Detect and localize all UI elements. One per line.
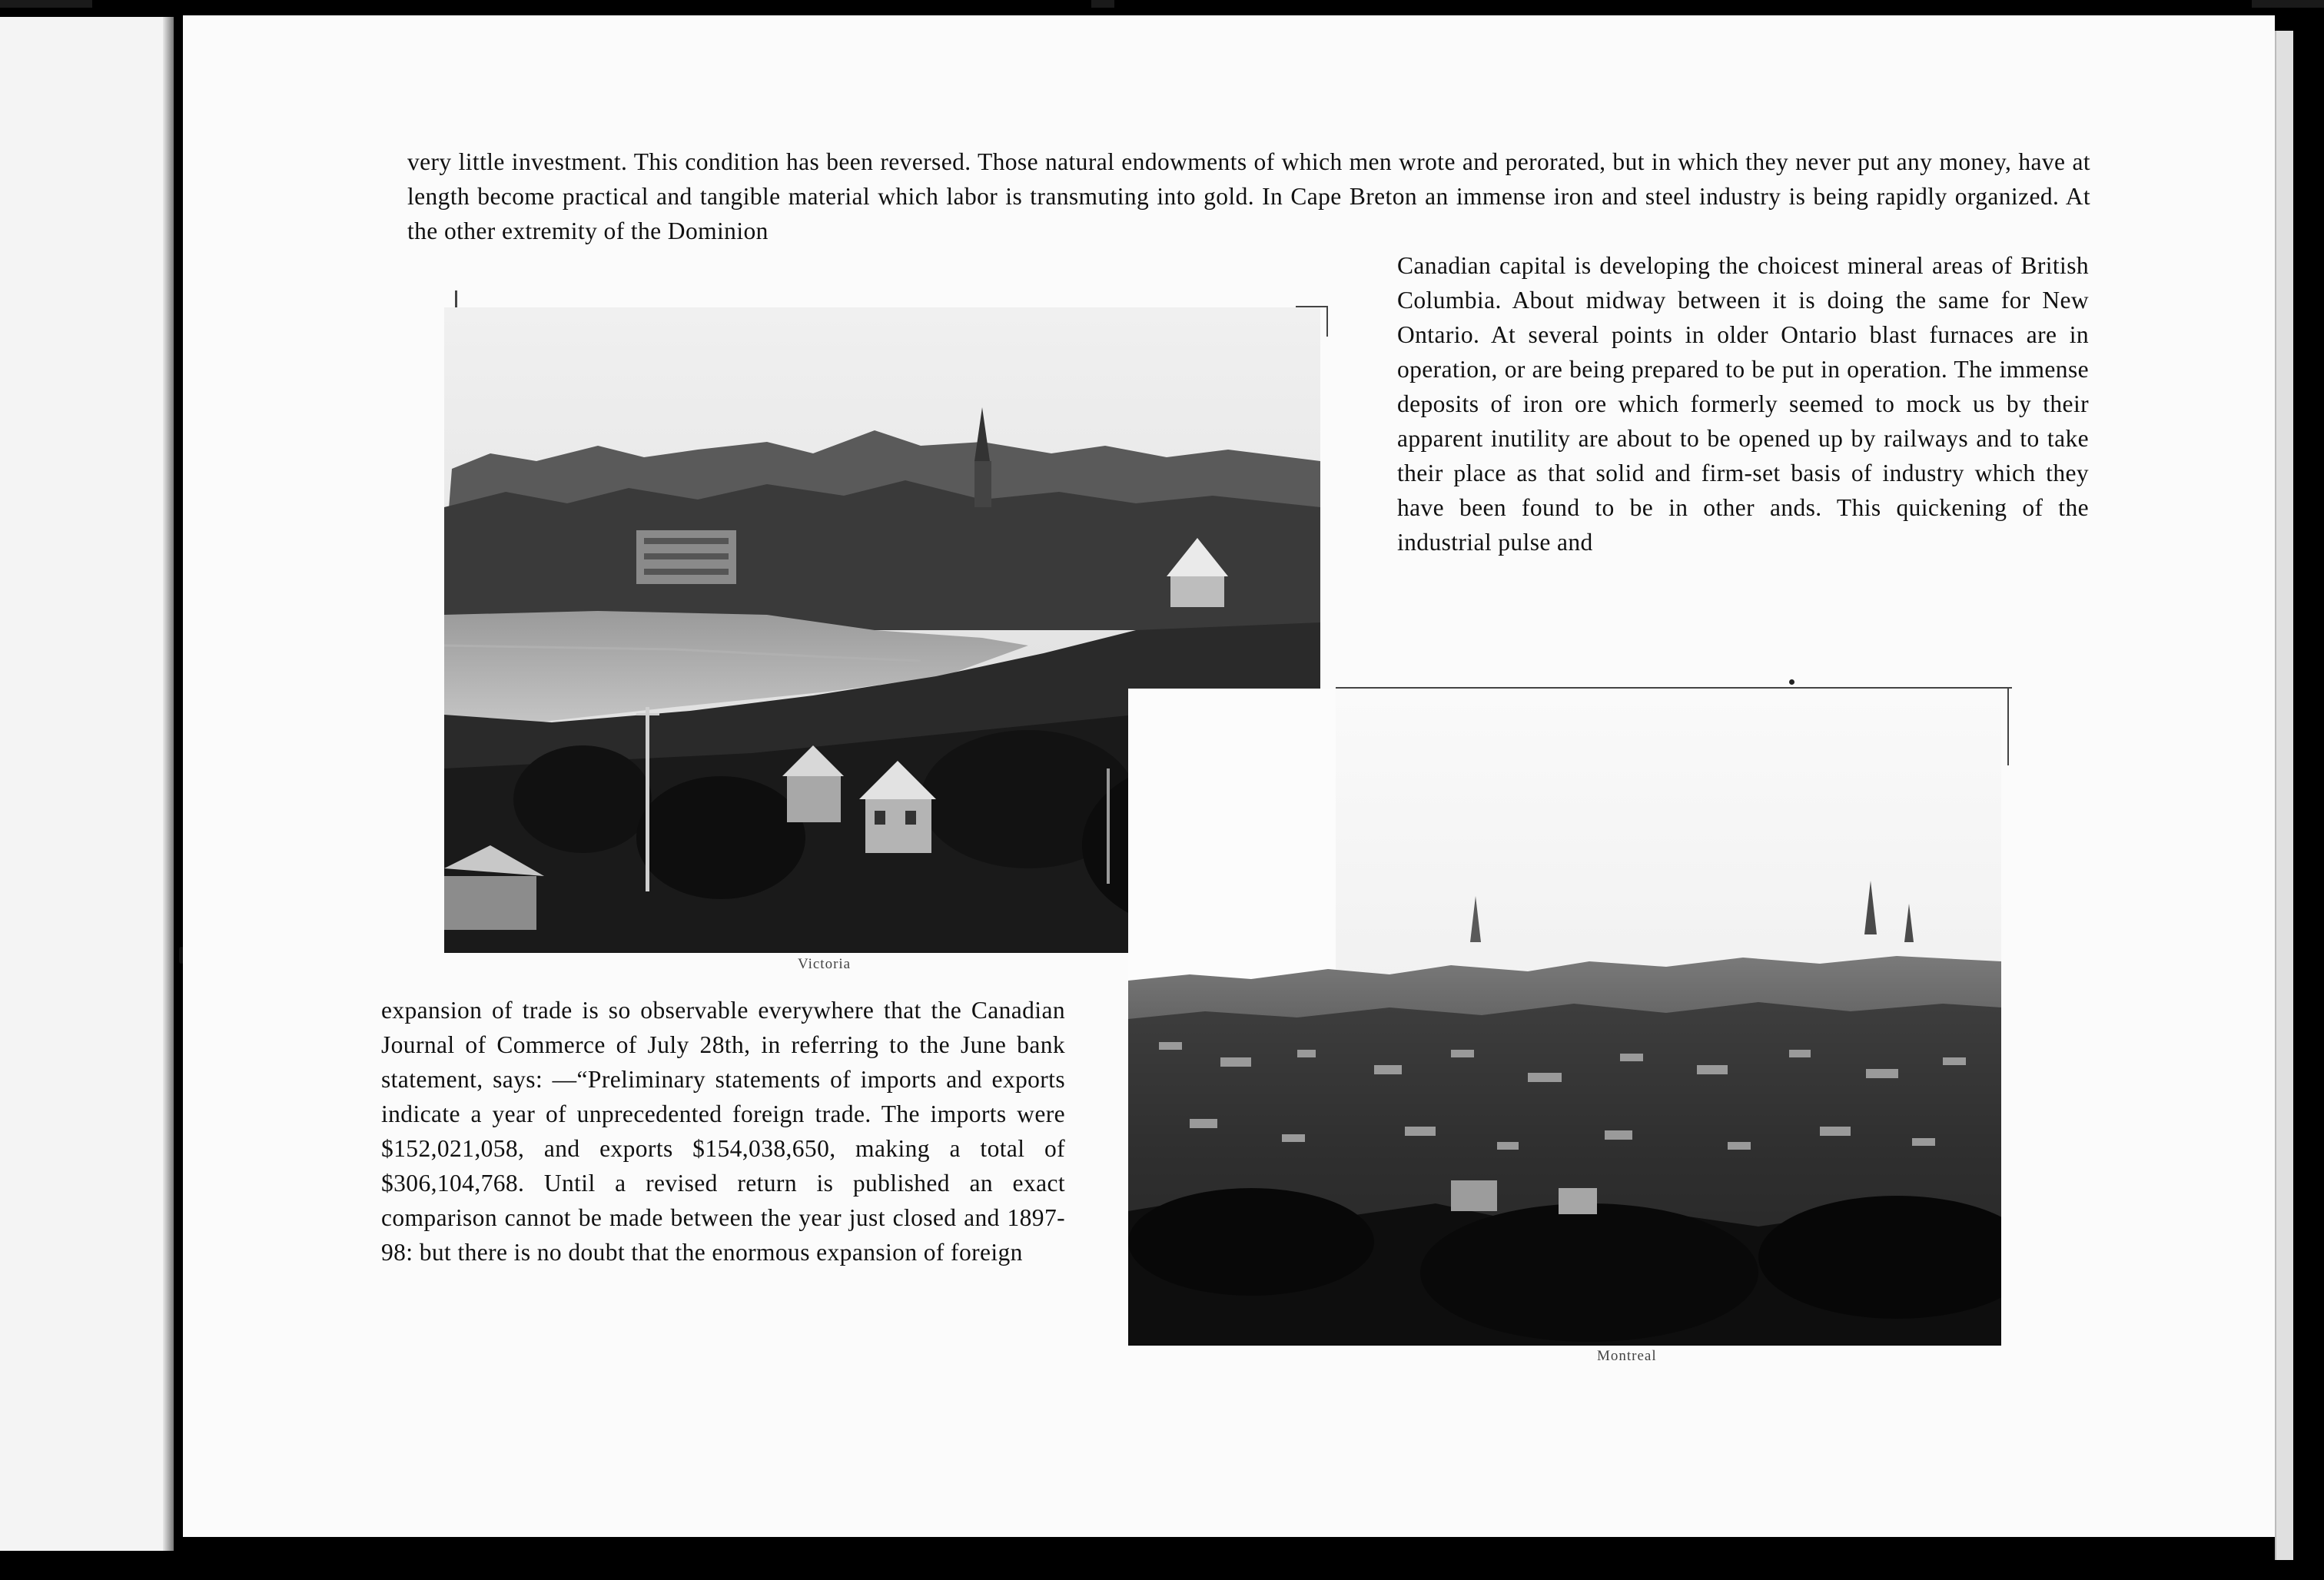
body-paragraph-bottom: expansion of trade is so observable everywhere that the Canadian Journal of Commerce of July 28th, in referring to the June bank statement, says: —“Preliminary statements of imports and exports indicate a year of unprecedented foreign trade. The imports were $152,021,058, and exports $154,038,650, making a total of $306,104,768. Until a revised return is published an exact comparison cannot be made between the year just closed and 1897-98: but there is no doubt that the enormous expansion of foreign: [381, 997, 1065, 1266]
scan-edge-mark: [1091, 0, 1114, 8]
victoria-caption: Victoria: [798, 956, 852, 972]
photo-frame-corner: [2007, 689, 2009, 765]
montreal-photo: [1128, 689, 2001, 1346]
left-page-edge: [0, 17, 174, 1551]
scan-edge-mark: [0, 0, 92, 8]
page-fold-shadow: [163, 17, 174, 1551]
body-paragraph-side: Canadian capital is developing the choicest mineral areas of British Columbia. About midway between it is doing the same for New Ontario. At several points in older Ontario blast furnaces are in operation, or are being prepared to be put in operation. The immense deposits of iron ore which formerly seemed to mock us by their apparent inutility are about to be opened up by railways and to take their place as that solid and firm-set basis of industry which they have been found to be in other ands. This quickening of the industrial pulse and: [1397, 252, 2089, 556]
montreal-photo-image: [1128, 689, 2001, 1346]
photo-frame-corner: [1326, 306, 1328, 337]
scan-edge-mark: [2252, 0, 2324, 8]
printing-speck: [1789, 679, 1794, 685]
body-paragraph-top: very little investment. This condition has been reversed. Those natural endowments of which men wrote and perorated, but in which they never put any money, have at length become practical and tangible material which labor is transmuting into gold. In Cape Breton an immense iron and steel industry is being rapidly organized. At the other extremity of the Dominion: [407, 148, 2090, 244]
right-page-edge: [2275, 31, 2293, 1560]
montreal-caption: Montreal: [1597, 1348, 1657, 1364]
